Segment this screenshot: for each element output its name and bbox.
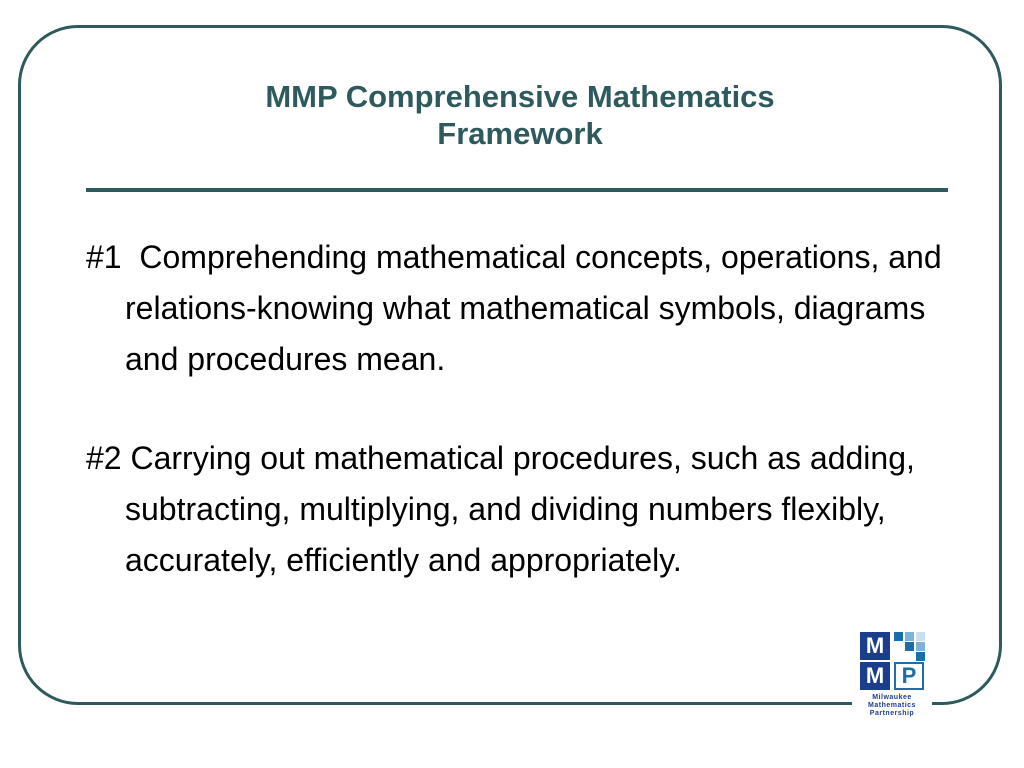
bullet-list [86,232,956,634]
logo-caption [852,694,932,718]
logo-square [894,632,903,641]
logo-square [916,642,925,651]
logo-letter-p: P [894,662,924,690]
logo-caption-line: Mathematics [868,702,916,709]
logo-caption-line: Partnership [869,710,915,717]
logo-letter-m-top: M [860,632,890,660]
bullet-item-1: #1 Comprehending mathematical concepts, operations, and relations-knowing what mathematical symbols, diagrams and procedures mean. [86,239,951,377]
logo-mark [860,632,928,692]
slide-title [140,78,900,152]
title-line-1: MMP Comprehensive Mathematics [265,79,775,114]
title-line-2: Framework [437,116,603,151]
bullet-item-2: #2 Carrying out mathematical procedures, such as adding, subtracting, multiplying, and dividing numbers flexibly, accurately, efficiently and appropriately. [86,440,924,578]
logo-square [905,632,914,641]
logo-letter-m-bottom: M [860,662,890,690]
logo-square [916,652,925,661]
logo-square [916,632,925,641]
logo-caption-line: Milwaukee [872,694,912,701]
title-divider [86,188,948,192]
mmp-logo [852,630,932,716]
logo-square [905,642,914,651]
